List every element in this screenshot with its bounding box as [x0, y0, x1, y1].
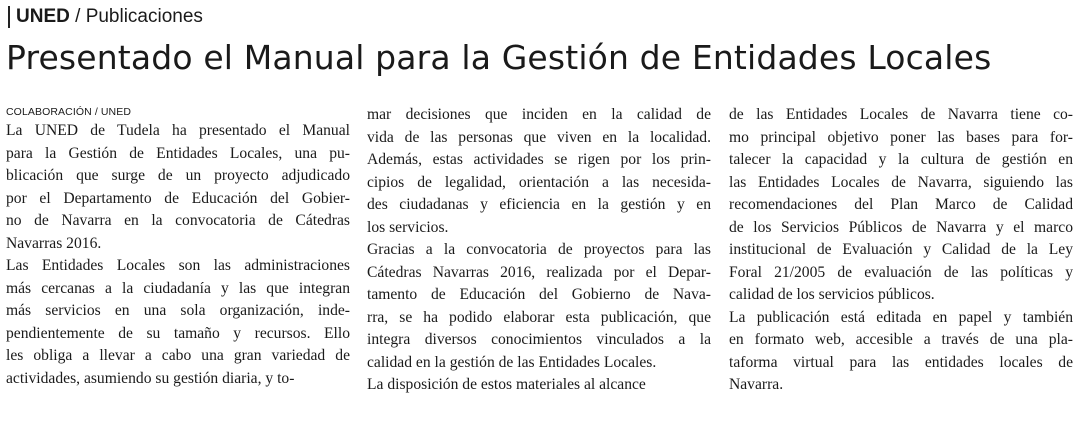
text-line: por el Departamento de Educación del Gobier-	[6, 189, 350, 207]
text-line: mo principal objetivo poner las bases para for-	[729, 128, 1073, 146]
text-line: calidad en la gestión de las Entidades Locales.	[367, 353, 657, 371]
text-line: de las Entidades Locales de Navarra tiene co-	[729, 106, 1073, 123]
text-line: Cátedras Navarras 2016, realizada por el Depar-	[367, 263, 711, 281]
article-column-2	[367, 104, 711, 397]
text-line: La UNED de Tudela ha presentado el Manual	[6, 122, 350, 139]
column-1-body	[6, 120, 350, 390]
text-line: recomendaciones del Plan Marco de Calidad	[729, 196, 1073, 213]
text-line: talecer la capacidad y la cultura de gestión en	[729, 151, 1073, 168]
text-line: rra, se ha podido elaborar esta publicación, que	[367, 308, 711, 326]
text-line: La publicación está editada en papel y también	[729, 308, 1073, 326]
text-line: calidad de los servicios públicos.	[729, 286, 935, 303]
text-line: las Entidades Locales de Navarra, siguiendo las	[729, 173, 1073, 191]
column-2-body	[367, 104, 711, 397]
text-line: blicación que surge de un proyecto adjudicado	[6, 167, 350, 184]
text-line: institucional de Evaluación y Calidad de la Ley	[729, 241, 1073, 258]
text-line: no de Navarra en la convocatoria de Cátedras	[6, 212, 350, 229]
text-line: La disposición de estos materiales al alcance	[367, 376, 646, 393]
article-headline: Presentado el Manual para la Gestión de Entidades Locales	[6, 38, 992, 77]
section-separator: /	[75, 6, 81, 27]
text-line: Foral 21/2005 de evaluación de las políticas y	[729, 263, 1073, 281]
article-column-1	[6, 104, 350, 390]
text-line: Navarra.	[729, 376, 784, 393]
text-line: más cercanas a la ciudadanía y las que integran	[6, 279, 350, 297]
text-line: mar decisiones que inciden en la calidad de	[367, 106, 711, 123]
text-line: de los Servicios Públicos de Navarra y el marco	[729, 218, 1073, 236]
text-line: en formato web, accesible a través de una pla-	[729, 331, 1073, 348]
text-line: des ciudadanas y eficiencia en la gestión y en	[367, 196, 711, 213]
text-line: los servicios.	[367, 218, 449, 236]
section-header	[8, 6, 203, 28]
text-line: más servicios en una sola organización, inde-	[6, 302, 350, 319]
text-line: pendientemente de su tamaño y recursos. Ello	[6, 324, 350, 342]
brand-name: UNED	[16, 6, 70, 27]
text-line: Además, estas actividades se rigen por los prin-	[367, 151, 711, 168]
text-line: les obliga a llevar a cabo una gran variedad de	[6, 347, 350, 364]
text-line: actividades, asumiendo su gestión diaria, y to-	[6, 369, 295, 387]
text-line: cipios de legalidad, orientación a las necesida-	[367, 173, 711, 191]
text-line: Gracias a la convocatoria de proyectos para las	[367, 241, 711, 258]
column-3-body	[729, 104, 1073, 397]
text-line: Las Entidades Locales son las administraciones	[6, 257, 350, 274]
section-name: Publicaciones	[85, 6, 203, 27]
text-line: para la Gestión de Entidades Locales, una pu-	[6, 144, 350, 162]
text-line: tamento de Educación del Gobierno de Nava-	[367, 286, 711, 303]
text-line: integra diversos conocimientos vinculados a la	[367, 331, 711, 348]
text-line: taforma virtual para las entidades locales de	[729, 353, 1073, 371]
byline: COLABORACIÓN / UNED	[6, 106, 132, 118]
article-column-3	[729, 104, 1073, 397]
text-line: vida de las personas que viven en la localidad.	[367, 128, 711, 146]
text-line: Navarras 2016.	[6, 234, 102, 252]
